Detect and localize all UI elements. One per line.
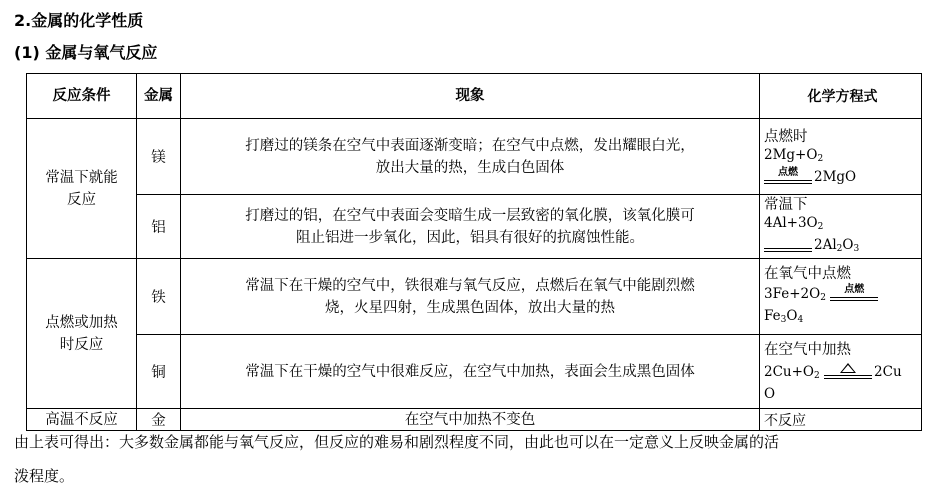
equation-cell: 不反应 [760,409,922,431]
equation-cell [760,195,922,259]
equation-reactants: $2Cu+O_2$ 2Cu [764,363,902,381]
reaction-arrow [830,286,878,302]
metal-cell: 镁 [137,119,181,195]
triangle-icon [840,363,856,373]
equation-condition: 点燃时 [764,128,808,145]
header-metal [137,74,181,119]
equation-reactants: $4Al+3O_2$ [764,214,824,232]
equation-products: O [764,385,776,402]
phenomenon-line: 打磨过的镁条在空气中表面逐渐变暗；在空气中点燃，发出耀眼白光， [245,137,695,154]
metal-oxygen-table [26,73,922,431]
header-condition: 反应条件 [27,74,137,119]
subsection-heading: (1) 金属与氧气反应 [14,43,158,62]
header-metal-text: 金属 [144,88,173,104]
equation-cell [760,335,922,409]
phenomenon-line: 常温下在干燥的空气中，铁很难与氧气反应，点燃后在氧气中能剧烈燃 [245,277,695,294]
condition-text: 时反应 [59,336,104,353]
conclusion-text: 泼程度。 [14,467,75,485]
equation-products: 点燃 2MgO [764,168,921,186]
section-heading: 2.金属的化学性质 [14,11,144,30]
phenomenon-line: 打磨过的铝，在空气中表面会变暗生成一层致密的氧化膜，该氧化膜可 [245,207,695,224]
equation-products: $Fe_3O_4$ [764,307,804,325]
reaction-arrow-heat [824,364,872,380]
conclusion-text: 由上表可得出：大多数金属都能与氧气反应，但反应的难易和剧烈程度不同，由此也可以在一定意义上反映金属的活 [14,433,780,451]
phenomenon-cell: 常温下在干燥的空气中很难反应，在空气中加热，表面会生成黑色固体 [181,335,760,409]
condition-text: 常温下就能 [45,169,118,186]
condition-ignite-heat [27,259,137,409]
header-phenomenon: 现象 [181,74,760,119]
metal-cell: 铜 [137,335,181,409]
equation-products: $2Al_2O_3$ [764,236,921,258]
condition-room-temp [27,119,137,259]
equation-cell [760,259,922,335]
equation-reactants: $3Fe+2O_2$ 点燃 [764,285,921,307]
metal-cell: 铁 [137,259,181,335]
table-row [27,409,922,431]
phenomenon-cell [181,119,760,195]
table-row [27,335,922,409]
phenomenon-line: 阻止铝进一步氧化，因此，铝具有很好的抗腐蚀性能。 [296,229,644,246]
phenomenon-cell [181,195,760,259]
equation-condition: 常温下 [764,196,808,213]
reaction-arrow [764,169,812,185]
table-row [27,259,922,335]
equation-condition: 在空气中加热 [764,341,851,358]
condition-no-reaction: 高温不反应 [27,409,137,431]
table-row [27,119,922,195]
phenomenon-line: 烧，火星四射，生成黑色固体，放出大量的热 [325,299,615,316]
equation-reactants: $2Mg+O_2$ [764,146,824,164]
condition-text: 点燃或加热 [45,314,118,331]
table-header-row [27,74,922,119]
phenomenon-cell: 在空气中加热不变色 [181,409,760,431]
equation-condition: 在氧气中点燃 [764,265,851,282]
table-row [27,195,922,259]
metal-cell: 金 [137,409,181,431]
phenomenon-line: 放出大量的热，生成白色固体 [375,159,565,176]
phenomenon-cell [181,259,760,335]
equation-cell [760,119,922,195]
arrow-condition: 点燃 [844,284,865,295]
reaction-arrow [764,237,812,253]
header-equation: 化学方程式 [760,74,922,119]
condition-text: 反应 [67,191,96,208]
arrow-condition: 点燃 [778,167,798,178]
metal-cell: 铝 [137,195,181,259]
